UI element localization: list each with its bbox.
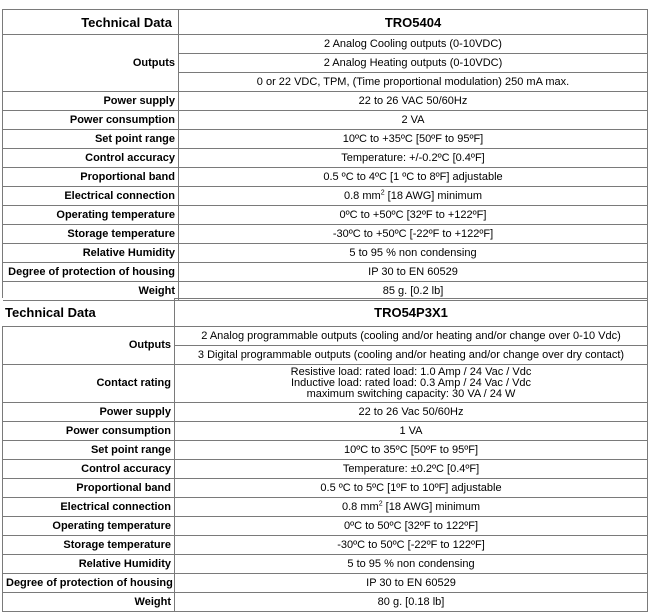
technical-data-table-tro54p3x1: [2, 298, 648, 612]
storage-temperature-label: Storage temperature: [3, 225, 179, 244]
squared-superscript: 2: [380, 188, 385, 196]
table-row: [3, 225, 648, 244]
proportional-band-label: Proportional band: [3, 168, 179, 187]
relative-humidity-label: Relative Humidity: [3, 555, 175, 574]
table-header-row: [3, 299, 648, 327]
set-point-label: Set point range: [3, 441, 175, 460]
table-row: [3, 111, 648, 130]
set-point-value: 10ºC to +35ºC [50ºF to 95ºF]: [179, 130, 648, 149]
output-value: 0 or 22 VDC, TPM, (Time proportional modulation) 250 mA max.: [179, 73, 648, 92]
proportional-band-label: Proportional band: [3, 479, 175, 498]
protection-value: IP 30 to EN 60529: [179, 263, 648, 282]
operating-temperature-value: 0ºC to +50ºC [32ºF to +122ºF]: [179, 206, 648, 225]
electrical-value-post: [18 AWG] minimum: [382, 500, 480, 513]
power-supply-value: 22 to 26 VAC 50/60Hz: [179, 92, 648, 111]
model-name: TRO54P3X1: [175, 299, 648, 327]
storage-temperature-label: Storage temperature: [3, 536, 175, 555]
table-row: [3, 168, 648, 187]
operating-temperature-label: Operating temperature: [3, 517, 175, 536]
table-title: Technical Data: [3, 10, 179, 35]
output-value: 2 Analog programmable outputs (cooling and/or heating and/or change over 0-10 Vdc): [175, 327, 648, 346]
power-supply-value: 22 to 26 Vac 50/60Hz: [175, 403, 648, 422]
weight-value: 85 g. [0.2 lb]: [179, 282, 648, 301]
table-title: Technical Data: [3, 299, 175, 327]
output-value: 2 Analog Heating outputs (0-10VDC): [179, 54, 648, 73]
storage-temperature-value: -30ºC to +50ºC [-22ºF to +122ºF]: [179, 225, 648, 244]
table-row: [3, 403, 648, 422]
table-row: [3, 327, 648, 346]
weight-value: 80 g. [0.18 lb]: [175, 593, 648, 612]
control-accuracy-value: Temperature: +/-0.2ºC [0.4ºF]: [179, 149, 648, 168]
table-row: [3, 555, 648, 574]
table-row: [3, 365, 648, 403]
table-row: [3, 460, 648, 479]
table-row: [3, 441, 648, 460]
output-value: 3 Digital programmable outputs (cooling and/or heating and/or change over dry contact): [175, 346, 648, 365]
outputs-label: Outputs: [3, 327, 175, 365]
electrical-value-post: [18 AWG] minimum: [384, 189, 482, 202]
protection-label: Degree of protection of housing: [3, 263, 179, 282]
control-accuracy-value: Temperature: ±0.2ºC [0.4ºF]: [175, 460, 648, 479]
model-name: TRO5404: [179, 10, 648, 35]
table-row: [3, 130, 648, 149]
storage-temperature-value: -30ºC to 50ºC [-22ºF to 122ºF]: [175, 536, 648, 555]
contact-rating-value: [175, 365, 648, 403]
set-point-label: Set point range: [3, 130, 179, 149]
power-supply-label: Power supply: [3, 92, 179, 111]
power-consumption-value: 1 VA: [175, 422, 648, 441]
table-row: [3, 35, 648, 54]
weight-label: Weight: [3, 593, 175, 612]
contact-rating-line: Resistive load: rated load: 1.0 Amp / 24 Vac / Vdc: [290, 366, 532, 378]
table-row: [3, 263, 648, 282]
outputs-label: Outputs: [3, 35, 179, 92]
protection-value: IP 30 to EN 60529: [175, 574, 648, 593]
contact-rating-label: Contact rating: [3, 365, 175, 403]
contact-rating-line: maximum switching capacity: 30 VA / 24 W: [306, 388, 516, 400]
relative-humidity-label: Relative Humidity: [3, 244, 179, 263]
proportional-band-value: 0.5 ºC to 5ºC [1ºF to 10ºF] adjustable: [175, 479, 648, 498]
electrical-connection-value: [175, 498, 648, 517]
table-header-row: [3, 10, 648, 35]
table-row: [3, 206, 648, 225]
power-consumption-label: Power consumption: [3, 422, 175, 441]
weight-label: Weight: [3, 282, 179, 301]
table-row: [3, 593, 648, 612]
table-row: [3, 574, 648, 593]
electrical-connection-value: [179, 187, 648, 206]
control-accuracy-label: Control accuracy: [3, 149, 179, 168]
output-value: 2 Analog Cooling outputs (0-10VDC): [179, 35, 648, 54]
electrical-value-pre: 0.8 mm: [344, 189, 381, 202]
operating-temperature-label: Operating temperature: [3, 206, 179, 225]
table-row: [3, 536, 648, 555]
power-supply-label: Power supply: [3, 403, 175, 422]
electrical-connection-label: Electrical connection: [3, 498, 175, 517]
table-row: [3, 187, 648, 206]
table-row: [3, 498, 648, 517]
power-consumption-label: Power consumption: [3, 111, 179, 130]
table-row: [3, 422, 648, 441]
table-row: [3, 517, 648, 536]
operating-temperature-value: 0ºC to 50ºC [32ºF to 122ºF]: [175, 517, 648, 536]
relative-humidity-value: 5 to 95 % non condensing: [175, 555, 648, 574]
electrical-value-pre: 0.8 mm: [342, 500, 379, 513]
control-accuracy-label: Control accuracy: [3, 460, 175, 479]
table-row: [3, 479, 648, 498]
squared-superscript: 2: [378, 499, 383, 507]
table-row: [3, 149, 648, 168]
electrical-connection-label: Electrical connection: [3, 187, 179, 206]
table-row: [3, 244, 648, 263]
proportional-band-value: 0.5 ºC to 4ºC [1 ºC to 8ºF] adjustable: [179, 168, 648, 187]
set-point-value: 10ºC to 35ºC [50ºF to 95ºF]: [175, 441, 648, 460]
power-consumption-value: 2 VA: [179, 111, 648, 130]
technical-data-table-tro5404: [2, 9, 648, 301]
protection-label: Degree of protection of housing: [3, 574, 175, 593]
contact-rating-line: Inductive load: rated load: 0.3 Amp / 24 Vac / Vdc: [290, 377, 532, 389]
table-row: [3, 92, 648, 111]
relative-humidity-value: 5 to 95 % non condensing: [179, 244, 648, 263]
